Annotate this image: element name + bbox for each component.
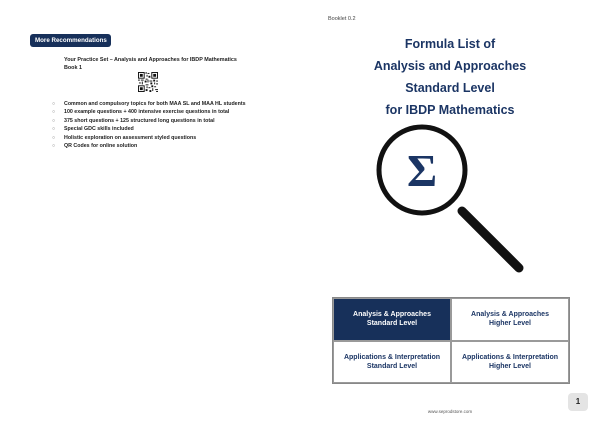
grid-cell-aa-sl[interactable] (333, 298, 451, 341)
grid-cell-ai-hl[interactable] (451, 341, 569, 384)
bullet-icon: ○ (52, 143, 56, 150)
book-title (64, 56, 237, 72)
cell-line: Standard Level (366, 320, 418, 328)
book-title-line: Your Practice Set – Analysis and Approaches for IBDP Mathematics (64, 57, 237, 63)
feature-text: 100 example questions + 400 intensive exercise questions in total (64, 109, 230, 116)
cell-line: Analysis & Approaches (353, 311, 431, 319)
bullet-icon: ○ (52, 126, 56, 133)
cell-line: Analysis & Approaches (471, 311, 549, 319)
page-number: 1 (568, 393, 588, 411)
sigma-symbol: Σ (406, 145, 438, 196)
title-line: Formula List of (404, 37, 496, 51)
list-item (52, 125, 246, 133)
website-url[interactable]: www.seprodstore.com (427, 409, 473, 414)
bullet-icon: ○ (52, 117, 56, 124)
title-line: Standard Level (405, 81, 495, 95)
cell-line: Higher Level (488, 362, 531, 370)
list-item (52, 100, 246, 108)
list-item (52, 117, 246, 125)
level-grid (332, 297, 570, 384)
list-item (52, 108, 246, 116)
cell-line: Applications & Interpretation (461, 353, 559, 361)
feature-text: 375 short questions + 125 structured long questions in total (64, 117, 215, 124)
qr-code-icon[interactable] (138, 72, 158, 92)
page-title (350, 33, 550, 121)
booklet-label: Booklet 0.2 (328, 16, 356, 22)
feature-text: Common and compulsory topics for both MAA SL and MAA HL students (64, 101, 246, 107)
book-number: Book 1 (64, 65, 82, 71)
feature-text: Special GDC skills included (64, 126, 134, 133)
grid-cell-ai-sl[interactable] (333, 341, 451, 384)
cell-line: Applications & Interpretation (343, 353, 441, 361)
right-page (300, 0, 600, 424)
title-line: Analysis and Approaches (373, 59, 527, 73)
cell-line: Higher Level (488, 320, 531, 328)
grid-cell-aa-hl[interactable] (451, 298, 569, 341)
bullet-icon: ○ (52, 109, 56, 116)
bullet-icon: ○ (52, 134, 56, 141)
cell-line: Standard Level (366, 362, 418, 370)
bullet-icon: ○ (52, 101, 56, 107)
list-item (52, 134, 246, 142)
list-item (52, 142, 246, 150)
more-recommendations-badge: More Recommendations (30, 34, 111, 47)
feature-list (52, 100, 246, 150)
title-line: for IBDP Mathematics (385, 103, 515, 117)
feature-text: Holistic exploration on assessment styled questions (64, 134, 197, 141)
magnifying-glass-sigma-icon (364, 123, 532, 278)
feature-text: QR Codes for online solution (64, 143, 138, 150)
